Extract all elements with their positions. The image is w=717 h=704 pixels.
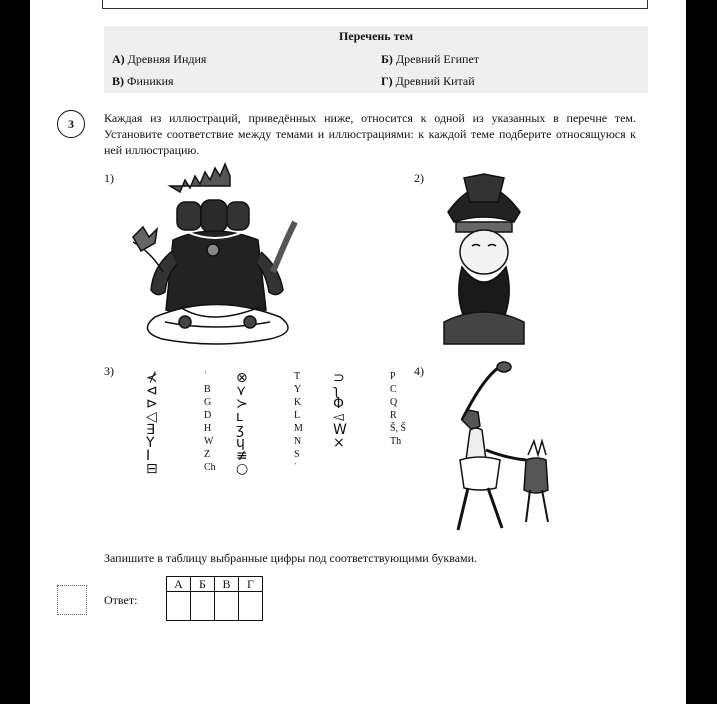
svg-text:⊳: ⊳ [146,396,158,412]
illustration-2-label: 2) [414,171,424,185]
svg-text:⊀: ⊀ [146,370,158,386]
svg-text:⊗: ⊗ [236,370,248,386]
alphabet-label: P [390,371,396,382]
alphabet-label: N [294,436,302,447]
svg-text:○: ○ [236,461,249,477]
alphabet-label: Z [204,449,211,460]
alphabet-label: H [204,423,212,434]
answer-cell-g[interactable] [239,592,263,621]
topic-b: Б) Древний Египет [381,52,480,66]
answer-cell-b[interactable] [191,592,215,621]
svg-text:Φ: Φ [333,396,345,412]
answer-label: Ответ: [104,593,138,607]
alphabet-label: T [294,371,301,382]
svg-text:ʅ: ʅ [333,383,340,399]
answer-header-row [167,577,263,592]
question-text: Каждая из иллюстраций, приведённых ниже, относится к одной из указанных в перечне тем. Установите соответствие между темами и иллюстрациями: к каждой теме подберите относящуюся к ней иллюстрацию. [104,111,636,157]
svg-text:◁: ◁ [146,409,157,425]
question-number: 3 [57,110,85,138]
svg-text:∃: ∃ [146,422,155,438]
alphabet-label: G [204,397,212,408]
svg-text:≢: ≢ [236,448,248,464]
alphabet-label: L [294,410,301,421]
svg-text:⋎: ⋎ [236,383,247,399]
alphabet-label: D [204,410,212,421]
svg-text:ɥ: ɥ [236,435,245,451]
instruction-text: Запишите в таблицу выбранные цифры под соответствующими буквами. [104,551,478,565]
topics-title: Перечень тем [338,29,414,43]
svg-text:◅: ◅ [333,409,344,425]
answer-table [166,576,263,621]
topic-v: В) Финикия [112,74,174,88]
exam-page [30,0,686,704]
alphabet-label: ʾ [204,371,208,382]
alphabet-label: ʿ [294,462,298,473]
score-box [57,585,87,615]
topics-list [104,26,648,93]
svg-text:ʟ: ʟ [236,409,244,425]
svg-text:≻: ≻ [236,396,248,412]
svg-text:W: W [333,422,347,438]
alphabet-label: R [390,410,397,421]
alphabet-label: Q [390,397,398,408]
answer-header-v: В [215,577,239,592]
alphabet-label: Th [390,436,402,447]
svg-text:I: I [146,448,151,464]
svg-text:×: × [333,435,345,451]
topic-a: А) Древняя Индия [112,52,207,66]
illustration-2-sage [434,172,534,347]
alphabet-label: Ch [204,462,216,473]
alphabet-label: B [204,384,211,395]
svg-text:ʒ: ʒ [236,422,245,438]
alphabet-label: W [204,436,214,447]
alphabet-label: C [390,384,397,395]
alphabet-label: Y [294,384,302,395]
illustration-4-egyptian-figure [440,360,560,535]
illustration-1-deity [125,172,310,352]
answer-header-b: Б [191,577,215,592]
answer-cell-a[interactable] [167,592,191,621]
svg-text:⊃: ⊃ [333,370,345,386]
illustration-3-label: 3) [104,364,114,378]
answer-header-a: А [167,577,191,592]
alphabet-label: M [294,423,303,434]
alphabet-label: S [294,449,300,460]
illustration-3-alphabet [140,365,407,480]
answer-header-g: Г [239,577,263,592]
answer-input-row [167,592,263,621]
topic-g: Г) Древний Китай [381,74,475,88]
illustration-4-label: 4) [414,364,424,378]
svg-text:Y: Y [146,435,155,451]
svg-text:⊟: ⊟ [146,461,158,477]
illustration-1-label: 1) [104,171,114,185]
alphabet-label: Š, Š [390,423,407,434]
svg-text:⊲: ⊲ [146,383,158,399]
answer-cell-v[interactable] [215,592,239,621]
previous-task-box [102,0,648,9]
alphabet-label: K [294,397,302,408]
